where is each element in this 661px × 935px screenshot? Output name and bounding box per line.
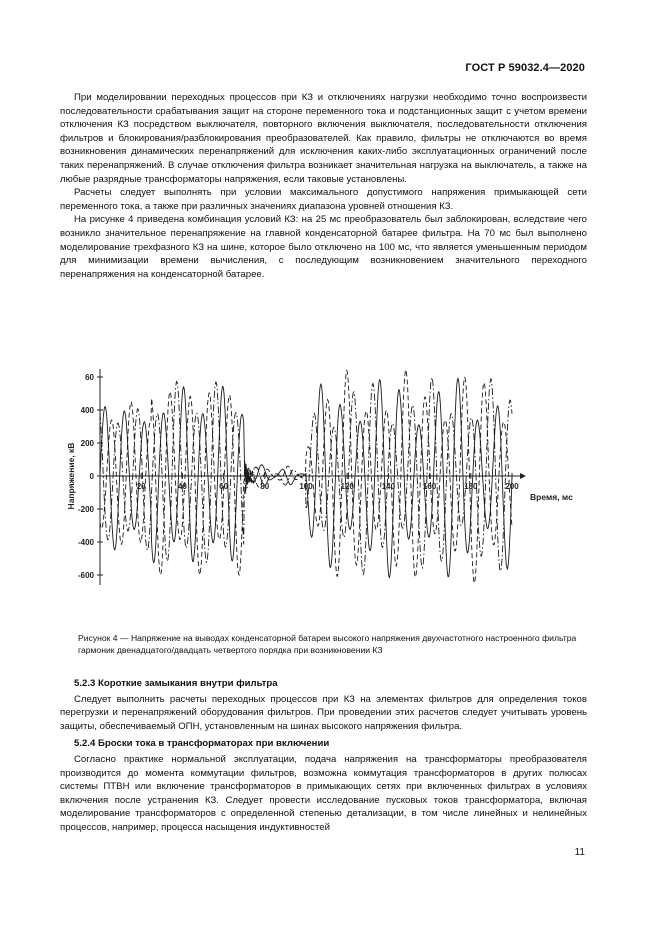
section-heading-5-2-4: 5.2.4 Броски тока в трансформаторах при включении bbox=[74, 738, 330, 750]
voltage-chart bbox=[60, 330, 600, 630]
y-tick-label: 400 bbox=[80, 406, 94, 415]
x-axis-arrow bbox=[520, 473, 526, 479]
paragraph: На рисунке 4 приведена комбинация условий КЗ: на 25 мс преобразователь был заблокирован, вследствие чего возникло значительное перенапряжение на главной конденсаторной батарее фильтра. На 70 мс был выполнено моделирование трехфазного КЗ на шине, которое было отключено на 100 мс, что является уменьшенным периодом для минимизации времени вычисления, с последующим возникновением значительного переходного перенапряжения на конденсаторной батарее. bbox=[60, 214, 587, 280]
x-tick-label: 20 bbox=[136, 482, 146, 491]
document-header: ГОСТ Р 59032.4—2020 bbox=[465, 62, 585, 74]
paragraph: При моделировании переходных процессов при КЗ и отключениях нагрузки необходимо точно воспроизвести последовательности срабатывания защит на стороне переменного тока и подстанционных защит с учетом времени отключения КЗ посредством выключателя, повторного включения выключателя, последовательности отключения фильтров и блокирования/разблокирования преобразователей. Как правило, фильтры не отключаются во время возникновения динамических перенапряжений для исключения каких-либо эксплуатационных ограничений после таких перенапряжений. В случае отключения фильтра возникает значительная нагрузка на выключатель, а также на любые разрядные трансформаторы напряжения, если таковые установлены. bbox=[60, 92, 587, 185]
y-tick-label: 60 bbox=[85, 373, 94, 382]
x-tick-label: 140 bbox=[381, 482, 396, 491]
x-tick-label: 80 bbox=[260, 482, 270, 491]
intro-text bbox=[60, 91, 587, 281]
x-axis-label: Время, мс bbox=[530, 492, 573, 502]
x-tick-label: 180 bbox=[464, 482, 478, 491]
x-tick-label: 100 bbox=[299, 482, 313, 491]
page-number: 11 bbox=[574, 847, 585, 858]
paragraph: Следует выполнить расчеты переходных процессов при КЗ на элементах фильтров для определения токов перегрузки и перенапряжений оборудования фильтров. При проведении этих расчетов следует учитывать уровень защиты, обеспечиваемый ОПН, установленным на шинах высокого напряжения фильтра. bbox=[60, 693, 587, 732]
figure-4 bbox=[60, 330, 600, 630]
y-tick-label: 200 bbox=[80, 439, 94, 448]
x-tick-label: 160 bbox=[422, 482, 437, 491]
section-heading-5-2-3: 5.2.3 Короткие замыкания внутри фильтра bbox=[74, 678, 278, 689]
y-tick-label: -200 bbox=[77, 505, 94, 514]
y-tick-label: 0 bbox=[89, 472, 94, 481]
y-tick-label: -400 bbox=[77, 538, 94, 547]
x-tick-label: 200 bbox=[505, 482, 519, 491]
x-tick-label: 60 bbox=[219, 482, 229, 491]
y-tick-label: -600 bbox=[77, 571, 94, 580]
paragraph: Расчеты следует выполнять при условии максимального допустимого напряжения примыкающей сети переменного тока, а также при различных значениях диапазона уровней отношения КЗ. bbox=[60, 187, 587, 212]
sections-text bbox=[60, 673, 587, 835]
paragraph: Согласно практике нормальной эксплуатации, подача напряжения на трансформаторы преобразователя производится до момента коммутации фильтров, возможна коммутация трансформаторов в других полюсах системы ПТВН или включение трансформаторов в примыкающих сетях при включенных фильтрах в условиях включения после устранения КЗ. Следует провести исследование пусковых токов трансформатора, включая моделирование трансформаторов с определенной степенью детализации, в том числе линейных и нелинейных процессов, например, процесса насыщения индуктивностей bbox=[60, 753, 587, 833]
x-tick-label: 40 bbox=[177, 482, 187, 491]
figure-caption: Рисунок 4 — Напряжение на выводах конденсаторной батареи высокого напряжения двухчастотного настроенного фильтра гармоник двенадцатого/двадцать четвертого порядка при возникновении КЗ bbox=[78, 633, 577, 655]
y-axis-label: Напряжение, кВ bbox=[66, 442, 76, 510]
x-tick-label: 120 bbox=[340, 482, 354, 491]
